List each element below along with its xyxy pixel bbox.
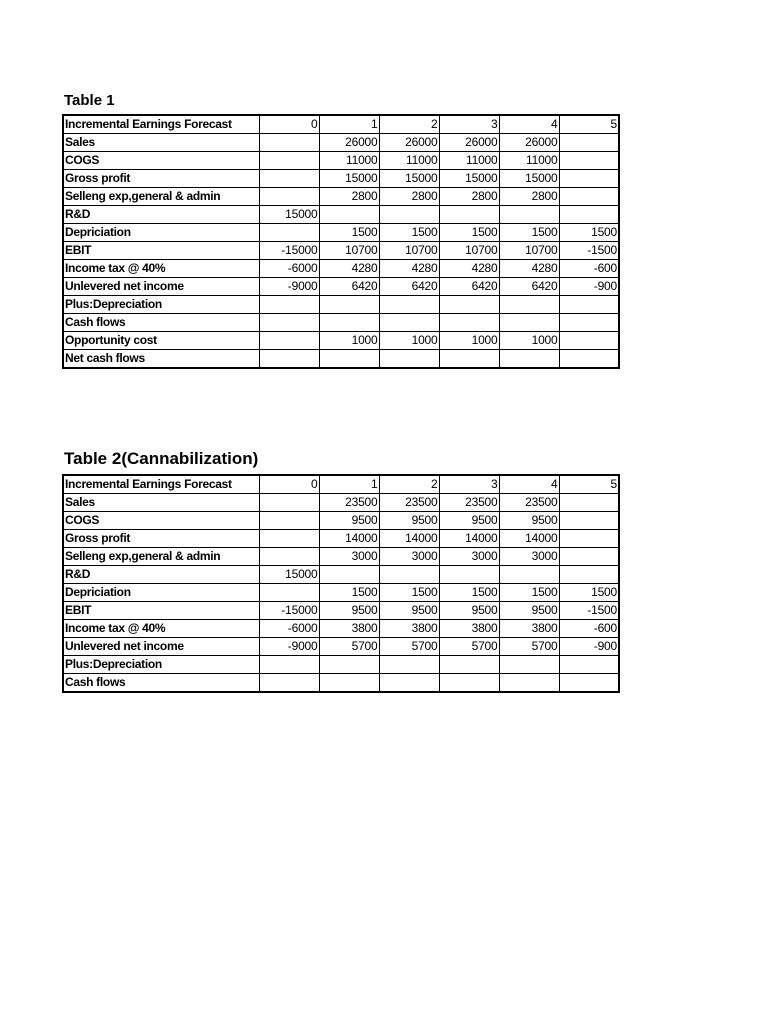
table-row bbox=[63, 278, 619, 296]
cell bbox=[319, 566, 379, 584]
row-label: Gross profit bbox=[63, 170, 259, 188]
cell: 15000 bbox=[259, 206, 319, 224]
cell bbox=[259, 674, 319, 693]
row-label: COGS bbox=[63, 512, 259, 530]
cell: -900 bbox=[559, 278, 619, 296]
cell: 9500 bbox=[379, 602, 439, 620]
cell: 1500 bbox=[499, 584, 559, 602]
cell: 9500 bbox=[439, 512, 499, 530]
column-header-0: 0 bbox=[259, 115, 319, 134]
cell: 9500 bbox=[319, 602, 379, 620]
cell: 15000 bbox=[259, 566, 319, 584]
row-label: Net cash flows bbox=[63, 350, 259, 369]
table-row bbox=[63, 584, 619, 602]
table-1-title: Table 1 bbox=[64, 92, 115, 109]
cell bbox=[559, 674, 619, 693]
cell bbox=[499, 656, 559, 674]
row-label: Unlevered net income bbox=[63, 638, 259, 656]
cell: 10700 bbox=[319, 242, 379, 260]
cell bbox=[259, 152, 319, 170]
cell: 26000 bbox=[319, 134, 379, 152]
cell: 6420 bbox=[379, 278, 439, 296]
cell: 5700 bbox=[499, 638, 559, 656]
cell bbox=[439, 674, 499, 693]
cell bbox=[559, 170, 619, 188]
cell: 14000 bbox=[499, 530, 559, 548]
column-header-1: 1 bbox=[319, 115, 379, 134]
cell: -600 bbox=[559, 260, 619, 278]
cell: 3000 bbox=[319, 548, 379, 566]
cell bbox=[439, 296, 499, 314]
cell: 10700 bbox=[439, 242, 499, 260]
cell bbox=[259, 296, 319, 314]
cell: 15000 bbox=[379, 170, 439, 188]
cell bbox=[319, 656, 379, 674]
cell bbox=[379, 206, 439, 224]
table-row bbox=[63, 296, 619, 314]
cell: 6420 bbox=[319, 278, 379, 296]
cell: 23500 bbox=[379, 494, 439, 512]
cell bbox=[559, 296, 619, 314]
cell: 4280 bbox=[379, 260, 439, 278]
cell bbox=[319, 314, 379, 332]
header-row bbox=[63, 115, 619, 134]
cell: 3000 bbox=[439, 548, 499, 566]
cell bbox=[559, 188, 619, 206]
cell: 3800 bbox=[439, 620, 499, 638]
cell: 14000 bbox=[439, 530, 499, 548]
cell: 11000 bbox=[499, 152, 559, 170]
row-label: Plus:Depreciation bbox=[63, 296, 259, 314]
cell bbox=[559, 656, 619, 674]
row-label: Depriciation bbox=[63, 224, 259, 242]
table-row bbox=[63, 566, 619, 584]
header-label: Incremental Earnings Forecast bbox=[63, 115, 259, 134]
cell bbox=[259, 530, 319, 548]
cell bbox=[259, 548, 319, 566]
row-label: EBIT bbox=[63, 602, 259, 620]
table-row bbox=[63, 656, 619, 674]
cell: 10700 bbox=[379, 242, 439, 260]
cell bbox=[559, 332, 619, 350]
cell: 14000 bbox=[319, 530, 379, 548]
cell bbox=[559, 512, 619, 530]
cell: 14000 bbox=[379, 530, 439, 548]
cell: -9000 bbox=[259, 638, 319, 656]
cell: 26000 bbox=[439, 134, 499, 152]
cell bbox=[439, 206, 499, 224]
cell: 1500 bbox=[319, 224, 379, 242]
cell bbox=[499, 674, 559, 693]
cell: 1500 bbox=[439, 224, 499, 242]
cell bbox=[259, 656, 319, 674]
cell bbox=[499, 206, 559, 224]
cell bbox=[259, 494, 319, 512]
cell: 2800 bbox=[319, 188, 379, 206]
cell: -900 bbox=[559, 638, 619, 656]
cell bbox=[499, 296, 559, 314]
column-header-5: 5 bbox=[559, 115, 619, 134]
cell: 10700 bbox=[499, 242, 559, 260]
cell: 15000 bbox=[319, 170, 379, 188]
cell bbox=[259, 350, 319, 369]
cell: 4280 bbox=[499, 260, 559, 278]
column-header-4: 4 bbox=[499, 475, 559, 494]
cell: 23500 bbox=[499, 494, 559, 512]
cell bbox=[259, 224, 319, 242]
table-row bbox=[63, 170, 619, 188]
row-label: Selleng exp,general & admin bbox=[63, 548, 259, 566]
table-row bbox=[63, 548, 619, 566]
row-label: R&D bbox=[63, 566, 259, 584]
cell: 4280 bbox=[319, 260, 379, 278]
cell: -15000 bbox=[259, 602, 319, 620]
cell: 1500 bbox=[499, 224, 559, 242]
table-row bbox=[63, 674, 619, 693]
table-row bbox=[63, 188, 619, 206]
column-header-3: 3 bbox=[439, 115, 499, 134]
cell bbox=[439, 350, 499, 369]
cell bbox=[439, 566, 499, 584]
cell: 6420 bbox=[439, 278, 499, 296]
cell bbox=[379, 566, 439, 584]
column-header-2: 2 bbox=[379, 475, 439, 494]
header-row bbox=[63, 475, 619, 494]
table-2 bbox=[62, 474, 620, 693]
cell: 3800 bbox=[319, 620, 379, 638]
cell bbox=[259, 314, 319, 332]
cell bbox=[379, 350, 439, 369]
cell: 2800 bbox=[439, 188, 499, 206]
cell: 15000 bbox=[439, 170, 499, 188]
cell bbox=[259, 134, 319, 152]
cell: 11000 bbox=[379, 152, 439, 170]
table-row bbox=[63, 494, 619, 512]
cell bbox=[499, 314, 559, 332]
cell: 11000 bbox=[439, 152, 499, 170]
row-label: Cash flows bbox=[63, 674, 259, 693]
cell: 23500 bbox=[439, 494, 499, 512]
cell: 3800 bbox=[379, 620, 439, 638]
cell: 1500 bbox=[319, 584, 379, 602]
cell: 9500 bbox=[379, 512, 439, 530]
table-row bbox=[63, 602, 619, 620]
cell: 26000 bbox=[499, 134, 559, 152]
row-label: Unlevered net income bbox=[63, 278, 259, 296]
cell: 9500 bbox=[499, 512, 559, 530]
row-label: EBIT bbox=[63, 242, 259, 260]
table-row bbox=[63, 620, 619, 638]
cell: -6000 bbox=[259, 260, 319, 278]
column-header-2: 2 bbox=[379, 115, 439, 134]
cell bbox=[379, 674, 439, 693]
table-row bbox=[63, 152, 619, 170]
cell bbox=[499, 350, 559, 369]
column-header-5: 5 bbox=[559, 475, 619, 494]
table-row bbox=[63, 314, 619, 332]
column-header-1: 1 bbox=[319, 475, 379, 494]
cell: 1500 bbox=[379, 584, 439, 602]
row-label: Gross profit bbox=[63, 530, 259, 548]
cell bbox=[559, 566, 619, 584]
cell: 1000 bbox=[499, 332, 559, 350]
cell: 5700 bbox=[439, 638, 499, 656]
cell bbox=[379, 656, 439, 674]
cell bbox=[319, 674, 379, 693]
cell: 3000 bbox=[379, 548, 439, 566]
row-label: Income tax @ 40% bbox=[63, 620, 259, 638]
cell: 1000 bbox=[319, 332, 379, 350]
cell bbox=[379, 314, 439, 332]
cell bbox=[259, 332, 319, 350]
cell bbox=[559, 548, 619, 566]
cell bbox=[499, 566, 559, 584]
cell bbox=[319, 350, 379, 369]
row-label: R&D bbox=[63, 206, 259, 224]
cell bbox=[559, 206, 619, 224]
cell bbox=[259, 584, 319, 602]
column-header-0: 0 bbox=[259, 475, 319, 494]
table-row bbox=[63, 530, 619, 548]
row-label: Selleng exp,general & admin bbox=[63, 188, 259, 206]
cell: 3000 bbox=[499, 548, 559, 566]
cell: 1500 bbox=[379, 224, 439, 242]
cell: -600 bbox=[559, 620, 619, 638]
cell: 1000 bbox=[379, 332, 439, 350]
cell bbox=[319, 206, 379, 224]
column-header-3: 3 bbox=[439, 475, 499, 494]
row-label: Income tax @ 40% bbox=[63, 260, 259, 278]
cell bbox=[439, 656, 499, 674]
row-label: Sales bbox=[63, 494, 259, 512]
cell: 2800 bbox=[379, 188, 439, 206]
cell bbox=[559, 494, 619, 512]
table-row bbox=[63, 638, 619, 656]
cell: 9500 bbox=[439, 602, 499, 620]
cell bbox=[559, 530, 619, 548]
cell: 3800 bbox=[499, 620, 559, 638]
table-2-title: Table 2(Cannabilization) bbox=[64, 449, 259, 468]
table-row bbox=[63, 332, 619, 350]
header-label: Incremental Earnings Forecast bbox=[63, 475, 259, 494]
cell: 6420 bbox=[499, 278, 559, 296]
cell: 15000 bbox=[499, 170, 559, 188]
cell bbox=[559, 314, 619, 332]
cell: 23500 bbox=[319, 494, 379, 512]
cell bbox=[439, 314, 499, 332]
cell bbox=[259, 170, 319, 188]
row-label: Depriciation bbox=[63, 584, 259, 602]
cell bbox=[379, 296, 439, 314]
cell: 2800 bbox=[499, 188, 559, 206]
table-1 bbox=[62, 114, 620, 369]
cell bbox=[259, 512, 319, 530]
row-label: COGS bbox=[63, 152, 259, 170]
cell: 1000 bbox=[439, 332, 499, 350]
row-label: Sales bbox=[63, 134, 259, 152]
cell: 5700 bbox=[379, 638, 439, 656]
table-row bbox=[63, 134, 619, 152]
cell: 1500 bbox=[559, 584, 619, 602]
cell: 26000 bbox=[379, 134, 439, 152]
cell bbox=[319, 296, 379, 314]
cell bbox=[559, 152, 619, 170]
table-row bbox=[63, 512, 619, 530]
cell: -15000 bbox=[259, 242, 319, 260]
table-row bbox=[63, 350, 619, 369]
cell: 9500 bbox=[499, 602, 559, 620]
cell: -9000 bbox=[259, 278, 319, 296]
cell: 4280 bbox=[439, 260, 499, 278]
cell: 5700 bbox=[319, 638, 379, 656]
cell: 1500 bbox=[439, 584, 499, 602]
table-row bbox=[63, 206, 619, 224]
row-label: Opportunity cost bbox=[63, 332, 259, 350]
cell bbox=[559, 350, 619, 369]
row-label: Plus:Depreciation bbox=[63, 656, 259, 674]
column-header-4: 4 bbox=[499, 115, 559, 134]
table-row bbox=[63, 224, 619, 242]
cell bbox=[559, 134, 619, 152]
cell bbox=[259, 188, 319, 206]
table-row bbox=[63, 260, 619, 278]
row-label: Cash flows bbox=[63, 314, 259, 332]
cell: 1500 bbox=[559, 224, 619, 242]
cell: -6000 bbox=[259, 620, 319, 638]
cell: -1500 bbox=[559, 242, 619, 260]
cell: 9500 bbox=[319, 512, 379, 530]
cell: -1500 bbox=[559, 602, 619, 620]
cell: 11000 bbox=[319, 152, 379, 170]
table-row bbox=[63, 242, 619, 260]
